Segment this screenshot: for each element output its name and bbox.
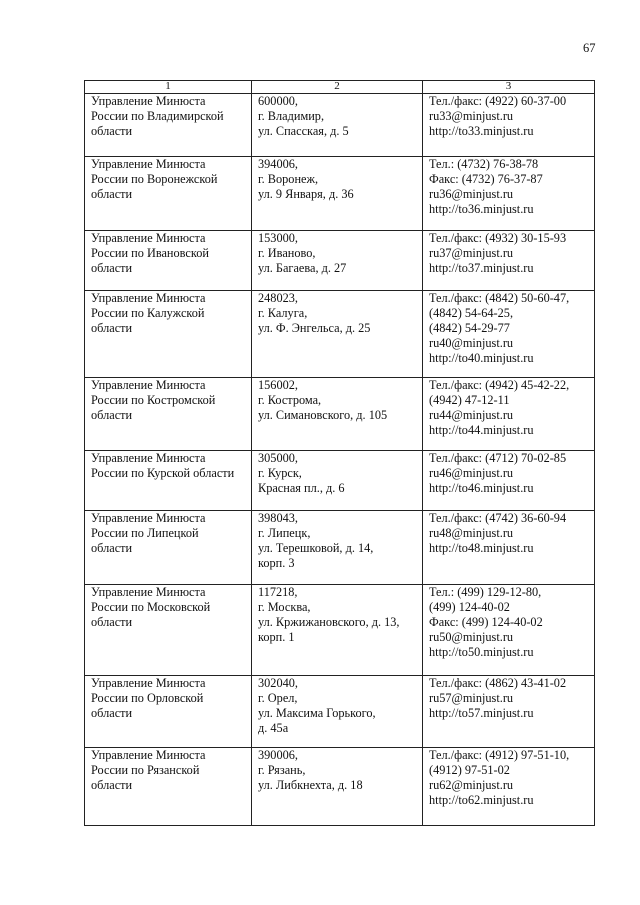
address-line: 117218, bbox=[258, 585, 298, 599]
phone-line: (4842) 54-29-77 bbox=[429, 321, 510, 335]
address-cell bbox=[252, 748, 423, 826]
office-name-cell bbox=[85, 511, 252, 585]
office-name-line: Управление Минюста bbox=[91, 291, 206, 305]
address-line: 390006, bbox=[258, 748, 298, 762]
website-line: http://to37.minjust.ru bbox=[429, 261, 534, 275]
address-line: г. Курск, bbox=[258, 466, 302, 480]
office-name-cell bbox=[85, 378, 252, 451]
phone-line: Тел./факс: (4912) 97-51-10, bbox=[429, 748, 570, 762]
address-line: 398043, bbox=[258, 511, 298, 525]
table-row bbox=[85, 511, 595, 585]
office-name-line: Управление Минюста bbox=[91, 451, 206, 465]
office-name-cell bbox=[85, 585, 252, 676]
office-name-line: области bbox=[91, 124, 133, 138]
office-name-line: России по Костромской bbox=[91, 393, 216, 407]
address-line: Красная пл., д. 6 bbox=[258, 481, 345, 495]
address-line: г. Калуга, bbox=[258, 306, 308, 320]
address-line: д. 45а bbox=[258, 721, 289, 735]
contacts-cell bbox=[423, 451, 595, 511]
phone-line: Тел./факс: (4942) 45-42-22, bbox=[429, 378, 570, 392]
office-name-line: России по Ивановской bbox=[91, 246, 209, 260]
address-line: г. Владимир, bbox=[258, 109, 325, 123]
table-row bbox=[85, 585, 595, 676]
address-line: 248023, bbox=[258, 291, 298, 305]
office-name-line: области bbox=[91, 778, 133, 792]
address-line: г. Липецк, bbox=[258, 526, 311, 540]
contacts-cell bbox=[423, 511, 595, 585]
email-line: ru36@minjust.ru bbox=[429, 187, 514, 201]
email-line: ru33@minjust.ru bbox=[429, 109, 514, 123]
email-line: ru37@minjust.ru bbox=[429, 246, 514, 260]
address-line: ул. Кржижановского, д. 13, bbox=[258, 615, 400, 629]
contacts-cell bbox=[423, 378, 595, 451]
regional-offices-table bbox=[84, 80, 595, 826]
phone-line: Тел.: (4732) 76-38-78 bbox=[429, 157, 539, 171]
address-cell bbox=[252, 291, 423, 378]
column-header-3: 3 bbox=[423, 81, 595, 94]
address-line: ул. Багаева, д. 27 bbox=[258, 261, 347, 275]
column-header-2: 2 bbox=[252, 81, 423, 94]
address-line: г. Иваново, bbox=[258, 246, 316, 260]
address-line: 153000, bbox=[258, 231, 298, 245]
office-name-line: области bbox=[91, 541, 133, 555]
address-line: ул. 9 Января, д. 36 bbox=[258, 187, 354, 201]
office-name-line: Управление Минюста bbox=[91, 511, 206, 525]
website-line: http://to40.minjust.ru bbox=[429, 351, 534, 365]
phone-line: Тел./факс: (4922) 60-37-00 bbox=[429, 94, 567, 108]
address-cell bbox=[252, 94, 423, 157]
table-row bbox=[85, 94, 595, 157]
website-line: http://to50.minjust.ru bbox=[429, 645, 534, 659]
address-cell bbox=[252, 157, 423, 231]
address-cell bbox=[252, 511, 423, 585]
table-row bbox=[85, 676, 595, 748]
office-name-line: области bbox=[91, 706, 133, 720]
office-name-cell bbox=[85, 291, 252, 378]
office-name-line: области bbox=[91, 408, 133, 422]
address-line: ул. Либкнехта, д. 18 bbox=[258, 778, 363, 792]
office-name-line: России по Калужской bbox=[91, 306, 205, 320]
office-name-line: Управление Минюста bbox=[91, 157, 206, 171]
email-line: ru57@minjust.ru bbox=[429, 691, 514, 705]
office-name-cell bbox=[85, 748, 252, 826]
address-line: г. Кострома, bbox=[258, 393, 322, 407]
website-line: http://to33.minjust.ru bbox=[429, 124, 534, 138]
address-line: 394006, bbox=[258, 157, 298, 171]
office-name-cell bbox=[85, 231, 252, 291]
email-line: ru50@minjust.ru bbox=[429, 630, 514, 644]
phone-line: (4942) 47-12-11 bbox=[429, 393, 510, 407]
email-line: ru48@minjust.ru bbox=[429, 526, 514, 540]
office-name-cell bbox=[85, 94, 252, 157]
column-header-1: 1 bbox=[85, 81, 252, 94]
website-line: http://to62.minjust.ru bbox=[429, 793, 534, 807]
office-name-line: Управление Минюста bbox=[91, 231, 206, 245]
office-name-line: Управление Минюста bbox=[91, 94, 206, 108]
office-name-line: России по Липецкой bbox=[91, 526, 199, 540]
office-name-line: России по Владимирской bbox=[91, 109, 224, 123]
office-name-line: области bbox=[91, 187, 133, 201]
fax-line: Факс: (499) 124-40-02 bbox=[429, 615, 543, 629]
address-line: 156002, bbox=[258, 378, 298, 392]
phone-line: Тел./факс: (4712) 70-02-85 bbox=[429, 451, 567, 465]
fax-line: Факс: (4732) 76-37-87 bbox=[429, 172, 543, 186]
table-row bbox=[85, 378, 595, 451]
address-cell bbox=[252, 378, 423, 451]
phone-line: (4842) 54-64-25, bbox=[429, 306, 514, 320]
address-line: г. Москва, bbox=[258, 600, 311, 614]
website-line: http://to46.minjust.ru bbox=[429, 481, 534, 495]
website-line: http://to36.minjust.ru bbox=[429, 202, 534, 216]
address-line: 302040, bbox=[258, 676, 298, 690]
phone-line: (4912) 97-51-02 bbox=[429, 763, 510, 777]
email-line: ru40@minjust.ru bbox=[429, 336, 514, 350]
address-line: ул. Терешковой, д. 14, bbox=[258, 541, 374, 555]
office-name-cell bbox=[85, 451, 252, 511]
office-name-line: России по Воронежской bbox=[91, 172, 218, 186]
office-name-line: России по Московской bbox=[91, 600, 211, 614]
address-line: ул. Симановского, д. 105 bbox=[258, 408, 388, 422]
phone-line: (499) 124-40-02 bbox=[429, 600, 510, 614]
office-name-line: области bbox=[91, 615, 133, 629]
table-row bbox=[85, 231, 595, 291]
contacts-cell bbox=[423, 157, 595, 231]
office-name-line: России по Курской области bbox=[91, 466, 235, 480]
contacts-cell bbox=[423, 291, 595, 378]
website-line: http://to57.minjust.ru bbox=[429, 706, 534, 720]
phone-line: Тел./факс: (4862) 43-41-02 bbox=[429, 676, 567, 690]
table-row bbox=[85, 748, 595, 826]
table-row bbox=[85, 291, 595, 378]
office-name-line: Управление Минюста bbox=[91, 378, 206, 392]
phone-line: Тел.: (499) 129-12-80, bbox=[429, 585, 542, 599]
table-row bbox=[85, 451, 595, 511]
office-name-line: области bbox=[91, 261, 133, 275]
address-line: ул. Спасская, д. 5 bbox=[258, 124, 349, 138]
address-line: 600000, bbox=[258, 94, 298, 108]
office-name-line: России по Орловской bbox=[91, 691, 204, 705]
phone-line: Тел./факс: (4742) 36-60-94 bbox=[429, 511, 567, 525]
contacts-cell bbox=[423, 748, 595, 826]
address-line: ул. Ф. Энгельса, д. 25 bbox=[258, 321, 371, 335]
website-line: http://to48.minjust.ru bbox=[429, 541, 534, 555]
email-line: ru46@minjust.ru bbox=[429, 466, 514, 480]
address-line: корп. 1 bbox=[258, 630, 295, 644]
website-line: http://to44.minjust.ru bbox=[429, 423, 534, 437]
table-header-row bbox=[85, 81, 595, 94]
address-line: г. Рязань, bbox=[258, 763, 306, 777]
office-name-line: области bbox=[91, 321, 133, 335]
address-cell bbox=[252, 451, 423, 511]
office-name-line: Управление Минюста bbox=[91, 585, 206, 599]
contacts-cell bbox=[423, 231, 595, 291]
phone-line: Тел./факс: (4842) 50-60-47, bbox=[429, 291, 570, 305]
contacts-cell bbox=[423, 585, 595, 676]
office-name-cell bbox=[85, 157, 252, 231]
address-cell bbox=[252, 231, 423, 291]
address-cell bbox=[252, 676, 423, 748]
address-cell bbox=[252, 585, 423, 676]
email-line: ru44@minjust.ru bbox=[429, 408, 514, 422]
table-row bbox=[85, 157, 595, 231]
address-line: г. Воронеж, bbox=[258, 172, 319, 186]
email-line: ru62@minjust.ru bbox=[429, 778, 514, 792]
page-number: 67 bbox=[583, 41, 596, 55]
office-name-cell bbox=[85, 676, 252, 748]
address-line: ул. Максима Горького, bbox=[258, 706, 376, 720]
contacts-cell bbox=[423, 94, 595, 157]
contacts-cell bbox=[423, 676, 595, 748]
address-line: корп. 3 bbox=[258, 556, 295, 570]
phone-line: Тел./факс: (4932) 30-15-93 bbox=[429, 231, 567, 245]
address-line: г. Орел, bbox=[258, 691, 298, 705]
address-line: 305000, bbox=[258, 451, 298, 465]
office-name-line: Управление Минюста bbox=[91, 676, 206, 690]
office-name-line: Управление Минюста bbox=[91, 748, 206, 762]
office-name-line: России по Рязанской bbox=[91, 763, 200, 777]
